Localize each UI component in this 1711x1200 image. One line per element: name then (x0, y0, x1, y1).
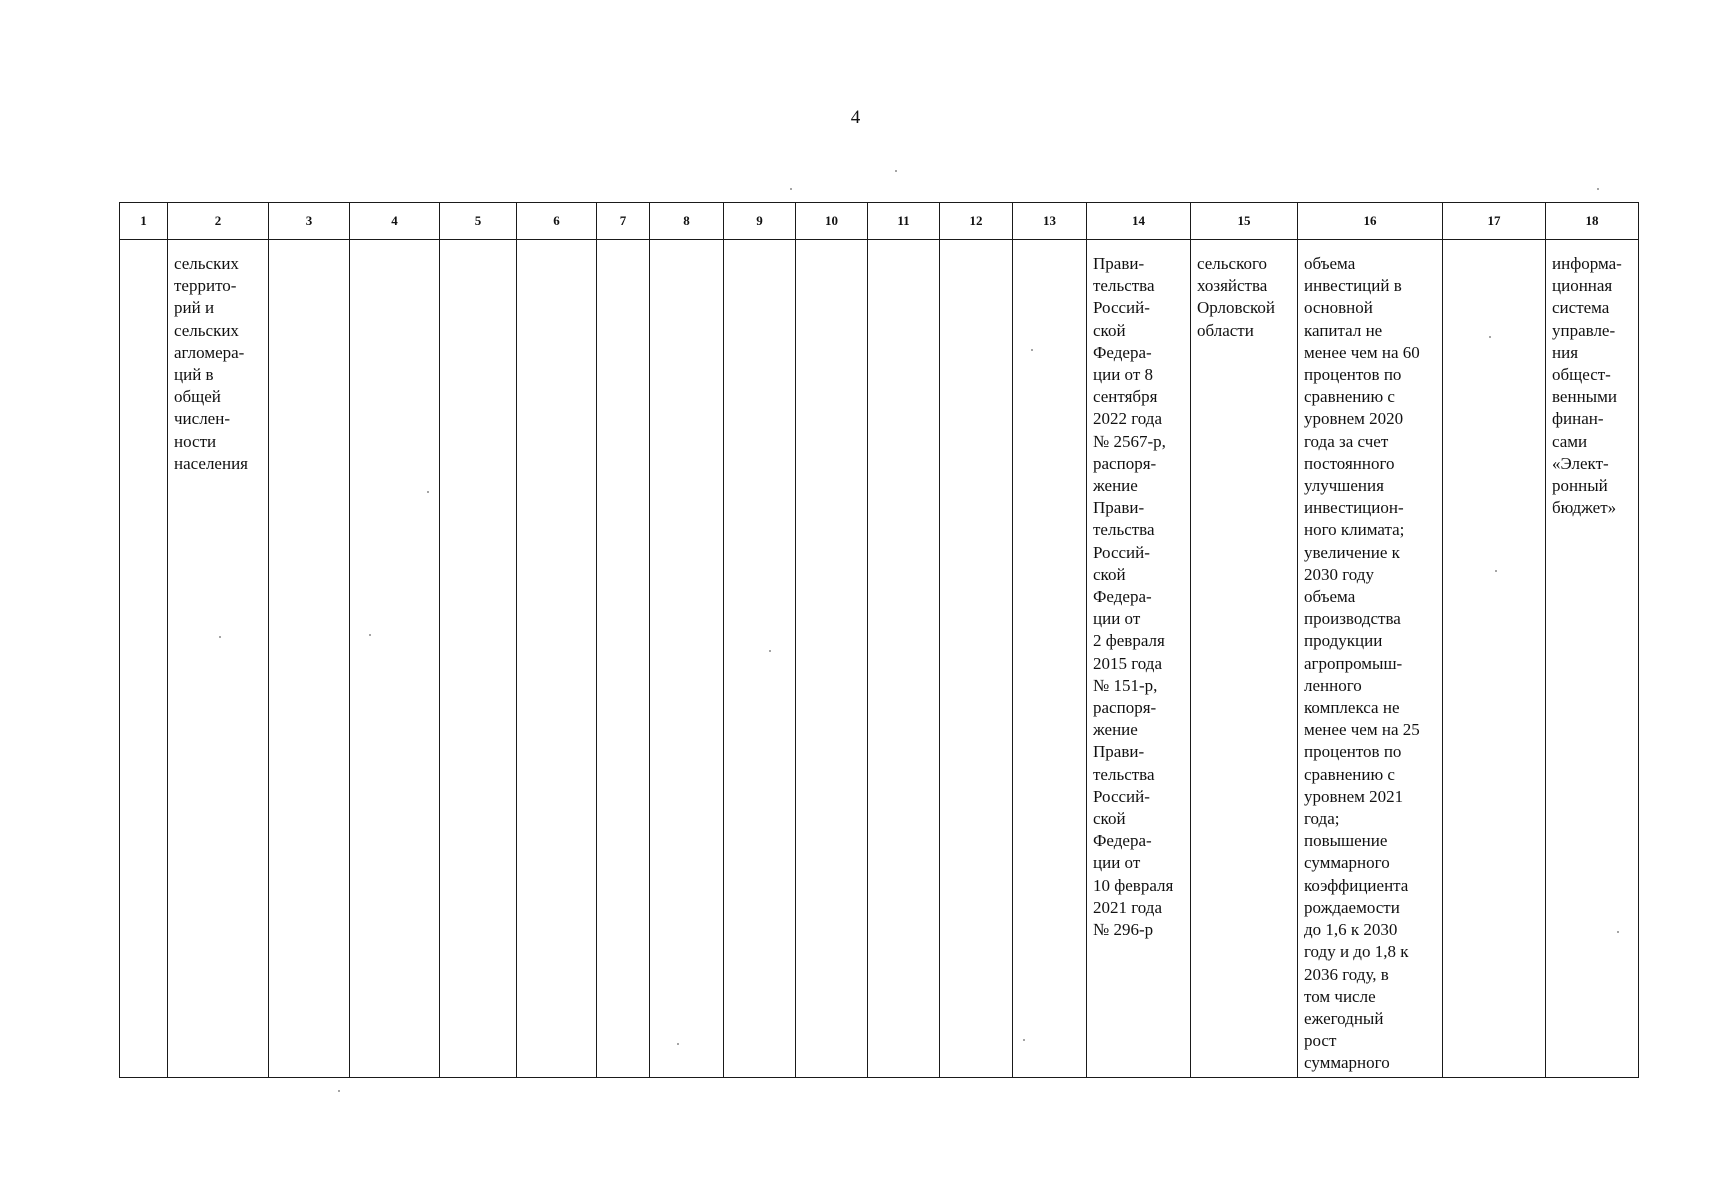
table-cell (796, 240, 868, 1078)
data-table (119, 202, 1639, 1078)
table-cell: объема инвестиций в основной капитал не менее чем на 60 процентов по сравнению с уровнем 2020 года за счет постоянного улучшения инвестицион- ного климата; увеличение к 2030 году объема производства продукции агропромыш- ленного комплекса не менее чем на 25 процентов по сравнению с уровнем 2021 года; повышение суммарного коэффициента рождаемости до 1,6 к 2030 году и до 1,8 к 2036 году, в том числе ежегодный рост суммарного (1298, 240, 1443, 1078)
table-cell: Прави- тельства Россий- ской Федера- ции от 8 сентября 2022 года № 2567-р, распоря- жение Прави- тельства Россий- ской Федера- ции от 2 февраля 2015 года № 151-р, распоря- жение Прави- тельства Россий- ской Федера- ции от 10 февраля 2021 года № 296-р (1087, 240, 1191, 1078)
scan-speck (1489, 336, 1491, 338)
column-header: 8 (650, 203, 724, 240)
scan-speck (1495, 570, 1497, 572)
column-header: 2 (168, 203, 269, 240)
table-cell (1013, 240, 1087, 1078)
table-cell (440, 240, 517, 1078)
scan-speck (369, 634, 371, 636)
column-header: 16 (1298, 203, 1443, 240)
column-header: 17 (1443, 203, 1546, 240)
header-row (120, 203, 1639, 240)
column-header: 5 (440, 203, 517, 240)
scan-speck (895, 170, 897, 172)
table-cell (350, 240, 440, 1078)
column-header: 1 (120, 203, 168, 240)
column-header: 3 (269, 203, 350, 240)
column-header: 10 (796, 203, 868, 240)
scan-speck (1023, 1039, 1025, 1041)
scan-speck (769, 650, 771, 652)
column-header: 13 (1013, 203, 1087, 240)
table-cell (724, 240, 796, 1078)
table-cell (868, 240, 940, 1078)
column-header: 6 (517, 203, 597, 240)
table-cell (1443, 240, 1546, 1078)
table-cell: информа- ционная система управле- ния общест- венными финан- сами «Элект- ронный бюджет» (1546, 240, 1639, 1078)
scan-speck (1617, 931, 1619, 933)
table-cell: сельского хозяйства Орловской области (1191, 240, 1298, 1078)
scan-speck (790, 188, 792, 190)
scan-speck (219, 636, 221, 638)
page-number: 4 (850, 107, 861, 128)
column-header: 4 (350, 203, 440, 240)
scan-speck (1031, 349, 1033, 351)
scan-speck (427, 491, 429, 493)
column-header: 14 (1087, 203, 1191, 240)
table-cell (120, 240, 168, 1078)
column-header: 18 (1546, 203, 1639, 240)
table-cell (269, 240, 350, 1078)
table-cell (940, 240, 1013, 1078)
table-cell (597, 240, 650, 1078)
column-header: 11 (868, 203, 940, 240)
table-cell (650, 240, 724, 1078)
column-header: 12 (940, 203, 1013, 240)
column-header: 15 (1191, 203, 1298, 240)
scan-speck (1597, 188, 1599, 190)
table-row (120, 240, 1639, 1078)
column-header: 7 (597, 203, 650, 240)
column-header: 9 (724, 203, 796, 240)
scan-speck (677, 1043, 679, 1045)
table-cell (517, 240, 597, 1078)
table-cell: сельских террито- рий и сельских агломера- ций в общей числен- ности населения (168, 240, 269, 1078)
scan-speck (338, 1090, 340, 1092)
